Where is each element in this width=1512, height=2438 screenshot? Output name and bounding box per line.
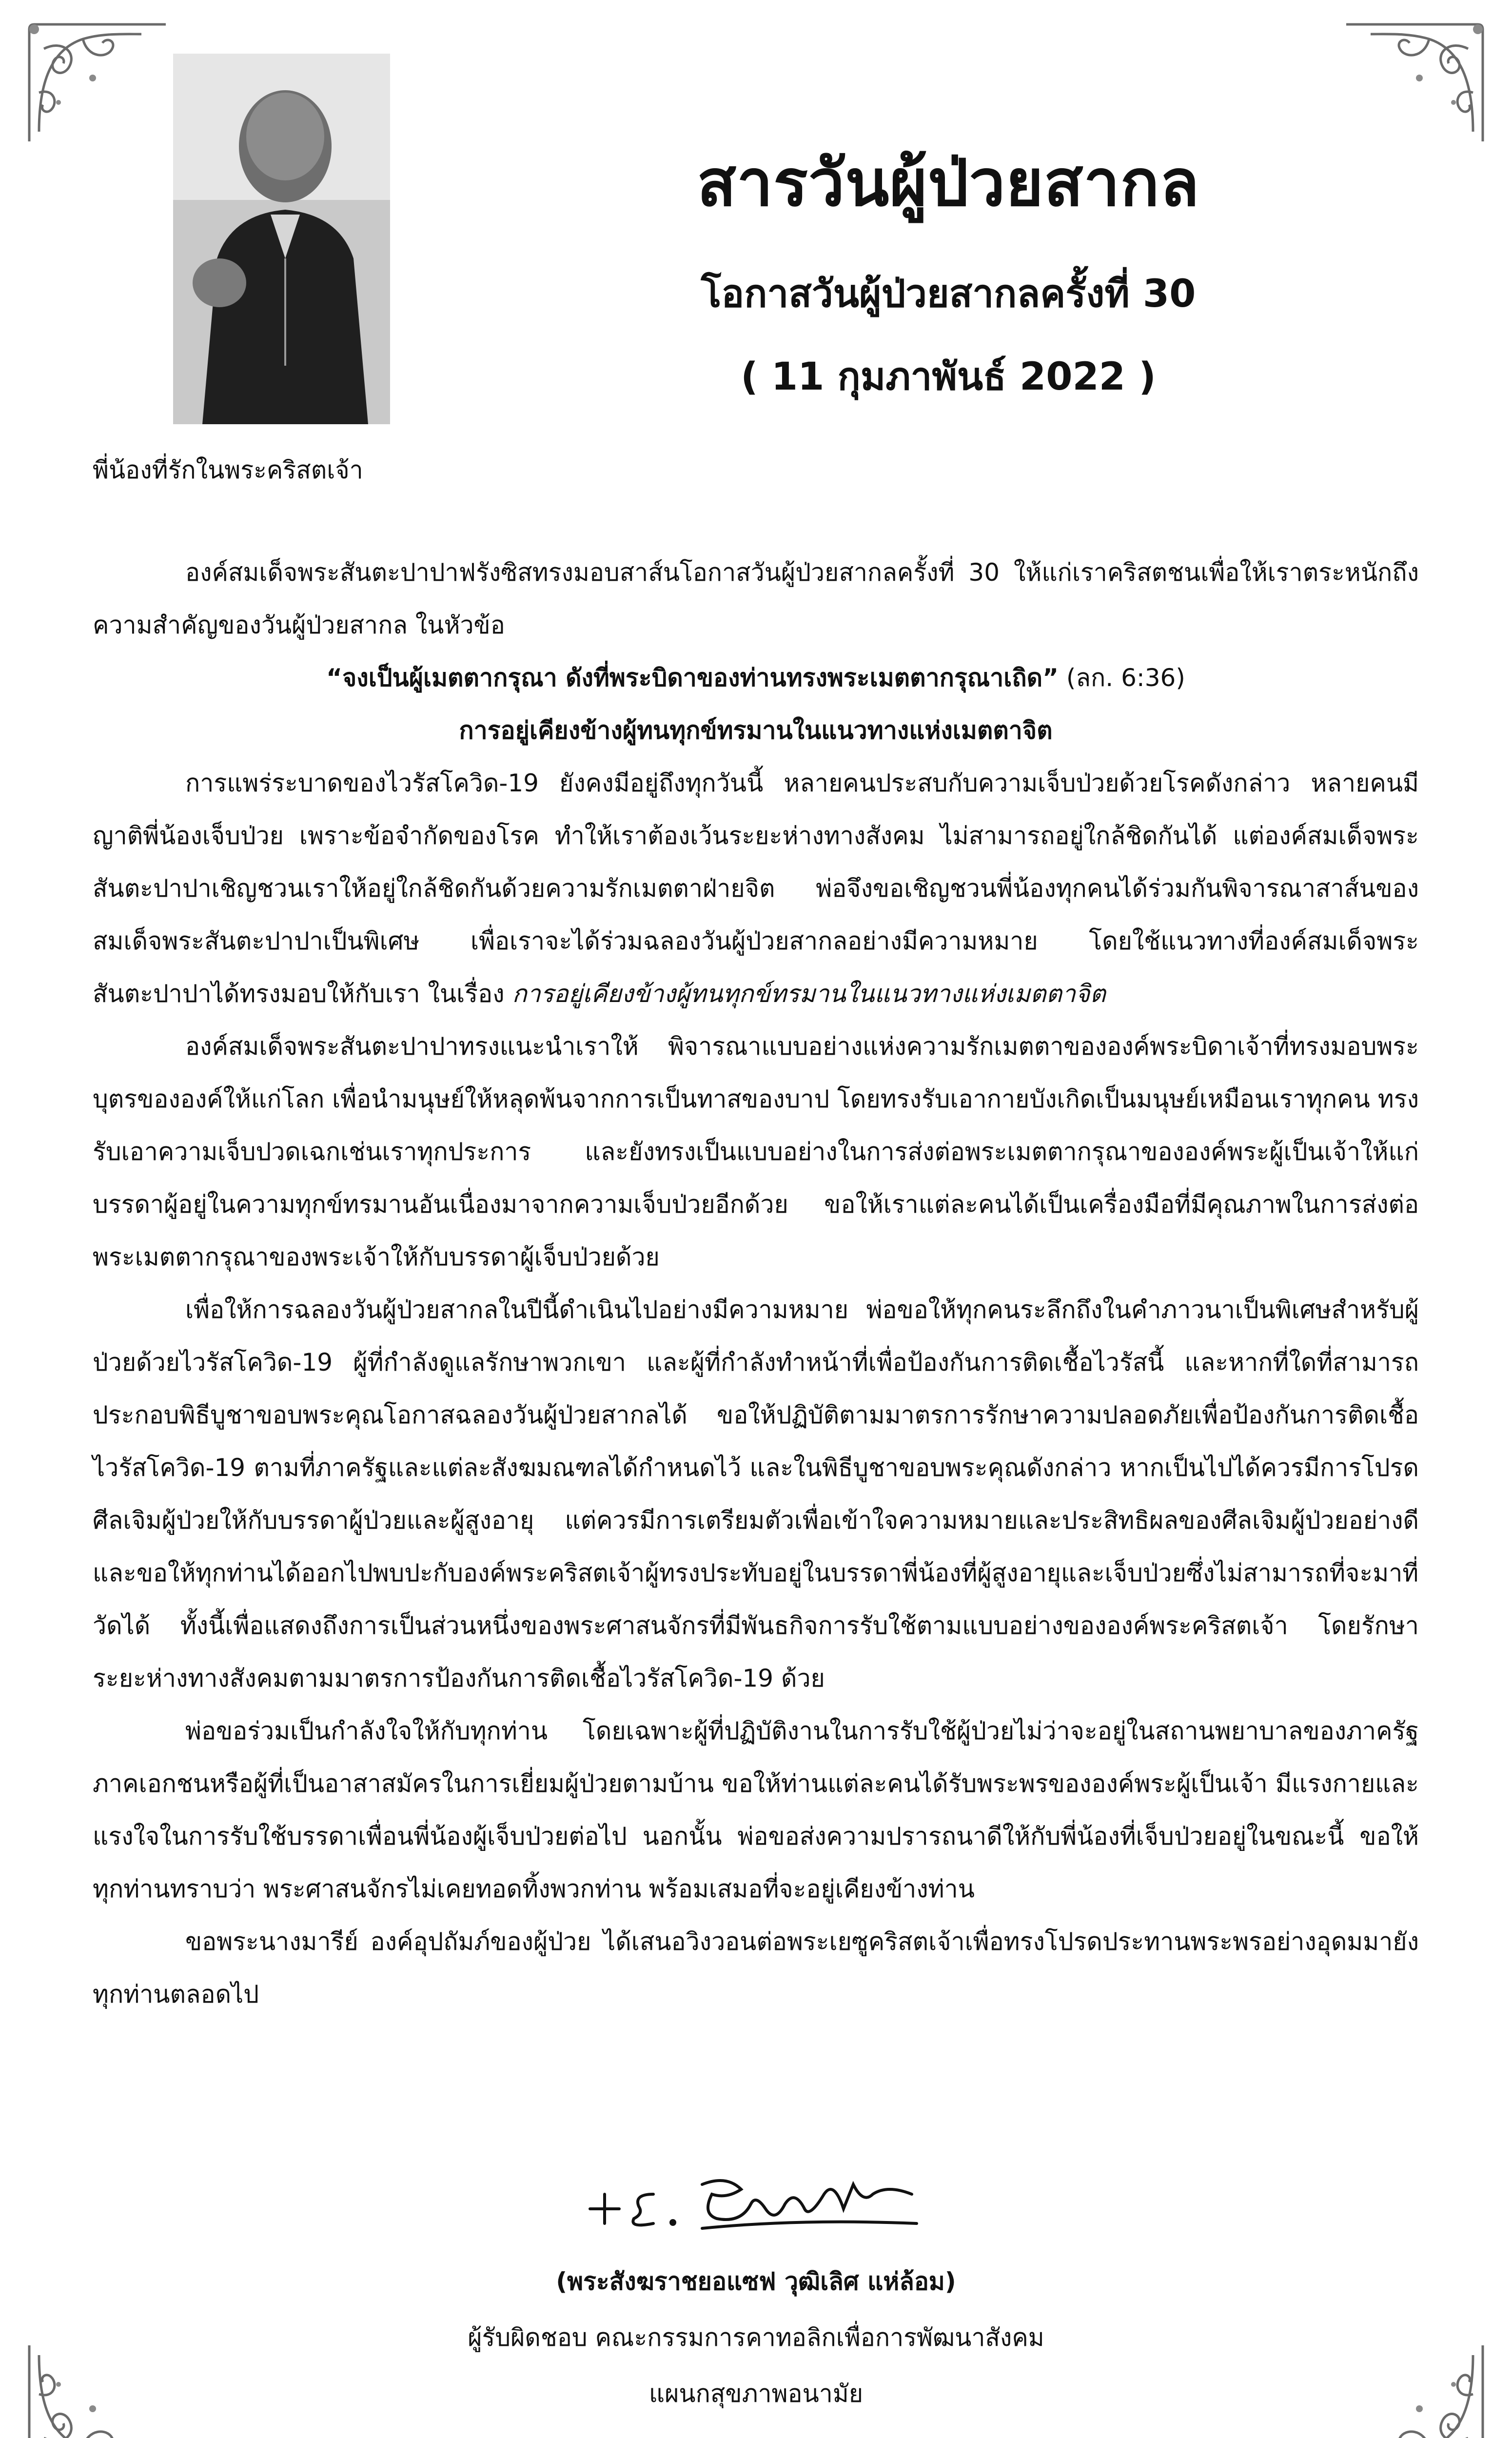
theme-quote: “จงเป็นผู้เมตตากรุณา ดังที่พระบิดาของท่านทรงพระเมตตากรุณาเถิด” xyxy=(326,664,1059,692)
theme-line xyxy=(93,651,1419,704)
theme-reference: (ลก. 6:36) xyxy=(1058,664,1185,692)
letter-body xyxy=(93,546,1419,2021)
paragraph-5: พ่อขอร่วมเป็นกำลังใจให้กับทุกท่าน โดยเฉพาะผู้ที่ปฏิบัติงานในการรับใช้ผู้ป่วยไม่ว่าจะอยู่ในสถานพยาบาลของภาครัฐภาคเอกชนหรือผู้ที่เป็นอาสาสมัครในการเยี่ยมผู้ป่วยตามบ้าน ขอให้ท่านแต่ละคนได้รับพระพรขององค์พระผู้เป็นเจ้า มีแรงกายและแรงใจในการรับใช้บรรดาเพื่อนพี่น้องผู้เจ็บป่วยต่อไป นอกนั้น พ่อขอส่งความปรารถนาดีให้กับพี่น้องที่เจ็บป่วยอยู่ในขณะนี้ ขอให้ทุกท่านทราบว่า พระศาสนจักรไม่เคยทอดทิ้งพวกท่าน พร้อมเสมอที่จะอยู่เคียงข้างท่าน xyxy=(93,1717,1419,1903)
theme-subheading: การอยู่เคียงข้างผู้ทนทุกข์ทรมานในแนวทางแห่งเมตตาจิต xyxy=(459,716,1053,745)
paragraph-2 xyxy=(93,757,1419,1020)
salutation: พี่น้องที่รักในพระคริสตเจ้า xyxy=(93,456,363,484)
signatory-role: ผู้รับผิดชอบ คณะกรรมการคาทอลิกเพื่อการพัฒนาสังคม xyxy=(468,2323,1044,2352)
paragraph-1: องค์สมเด็จพระสันตะปาปาฟรังซิสทรงมอบสาส์นโอกาสวันผู้ป่วยสากลครั้งที่ 30 ให้แก่เราคริสตชนเพื่อให้เราตระหนักถึงความสำคัญของวันผู้ป่วยสากล ในหัวข้อ xyxy=(93,558,1419,639)
paragraph-2-text: การแพร่ระบาดของไวรัสโควิด-19 ยังคงมีอยู่ถึงทุกวันนี้ หลายคนประสบกับความเจ็บป่วยด้วยโรคดังกล่าว หลายคนมีญาติพี่น้องเจ็บป่วย เพราะข้อจำกัดของโรค ทำให้เราต้องเว้นระยะห่างทางสังคม ไม่สามารถอยู่ใกล้ชิดกันได้ แต่องค์สมเด็จพระสันตะปาปาเชิญชวนเราให้อยู่ใกล้ชิดกันด้วยความรักเมตตาฝ่ายจิต พ่อจึงขอเชิญชวนพี่น้องทุกคนได้ร่วมกันพิจารณาสาส์นของสมเด็จพระสันตะปาปาเป็นพิเศษ เพื่อเราจะได้ร่วมฉลองวันผู้ป่วยสากลอย่างมีความหมาย โดยใช้แนวทางที่องค์สมเด็จพระสันตะปาปาได้ทรงมอบให้กับเรา ในเรื่อง xyxy=(93,769,1419,1008)
paragraph-2-emphasis: การอยู่เคียงข้างผู้ทนทุกข์ทรมานในแนวทางแห่งเมตตาจิต xyxy=(512,980,1106,1008)
page-subtitle: โอกาสวันผู้ป่วยสากลครั้งที่ 30 xyxy=(701,272,1196,316)
paragraph-4: เพื่อให้การฉลองวันผู้ป่วยสากลในปีนี้ดำเนินไปอย่างมีความหมาย พ่อขอให้ทุกคนระลึกถึงในคำภาวนาเป็นพิเศษสำหรับผู้ป่วยด้วยไวรัสโควิด-19 ผู้ที่กำลังดูแลรักษาพวกเขา และผู้ที่กำลังทำหน้าที่เพื่อป้องกันการติดเชื้อไวรัสนี้ และหากที่ใดที่สามารถประกอบพิธีบูชาขอบพระคุณโอกาสฉลองวันผู้ป่วยสากลได้ ขอให้ปฏิบัติตามมาตรการรักษาความปลอดภัยเพื่อป้องกันการติดเชื้อไวรัสโควิด-19 ตามที่ภาครัฐและแต่ละสังฆมณฑลได้กำหนดไว้ และในพิธีบูชาขอบพระคุณดังกล่าว หากเป็นไปได้ควรมีการโปรดศีลเจิมผู้ป่วยให้กับบรรดาผู้ป่วยและผู้สูงอายุ แต่ควรมีการเตรียมตัวเพื่อเข้าใจความหมายและประสิทธิผลของศีลเจิมผู้ป่วยอย่างดี และขอให้ทุกท่านได้ออกไปพบปะกับองค์พระคริสตเจ้าผู้ทรงประทับอยู่ในบรรดาพี่น้องที่ผู้สูงอายุและเจ็บป่วยซึ่งไม่สามารถที่จะมาที่วัดได้ ทั้งนี้เพื่อแสดงถึงการเป็นส่วนหนึ่งของพระศาสนจักรที่มีพันธกิจการรับใช้ตามแบบอย่างขององค์พระคริสตเจ้า โดยรักษาระยะห่างทางสังคมตามมาตรการป้องกันการติดเชื้อไวรัสโควิด-19 ด้วย xyxy=(93,1296,1419,1692)
bishop-portrait-photo xyxy=(173,54,390,424)
paragraph-6: ขอพระนางมารีย์ องค์อุปถัมภ์ของผู้ป่วย ได้เสนอวิงวอนต่อพระเยซูคริสตเจ้าเพื่อทรงโปรดประทานพระพรอย่างอุดมมายังทุกท่านตลอดไป xyxy=(93,1927,1419,2008)
date-line: ( 11 กุมภาพันธ์ 2022 ) xyxy=(741,355,1156,399)
page-title: สารวันผู้ป่วยสากล xyxy=(697,146,1200,221)
corner-ornament-top-left xyxy=(24,20,171,146)
paragraph-3: องค์สมเด็จพระสันตะปาปาทรงแนะนำเราให้ พิจารณาแบบอย่างแห่งความรักเมตตาขององค์พระบิดาเจ้าที่ทรงมอบพระบุตรขององค์ให้แก่โลก เพื่อนำมนุษย์ให้หลุดพ้นจากการเป็นทาสของบาป โดยทรงรับเอากายบังเกิดเป็นมนุษย์เหมือนเราทุกคน ทรงรับเอาความเจ็บปวดเฉกเช่นเราทุกประการ และยังทรงเป็นแบบอย่างในการส่งต่อพระเมตตากรุณาขององค์พระผู้เป็นเจ้าให้แก่บรรดาผู้อยู่ในความทุกข์ทรมานอันเนื่องมาจากความเจ็บป่วยอีกด้วย ขอให้เราแต่ละคนได้เป็นเครื่องมือที่มีคุณภาพในการส่งต่อพระเมตตากรุณาของพระเจ้าให้กับบรรดาผู้เจ็บป่วยด้วย xyxy=(93,1032,1419,1271)
signatory-name: (พระสังฆราชยอแซฟ วุฒิเลิศ แห่ล้อม) xyxy=(556,2267,956,2296)
corner-ornament-top-right xyxy=(1341,20,1488,146)
signatory-department: แผนกสุขภาพอนามัย xyxy=(648,2379,864,2408)
handwritten-signature xyxy=(580,2165,931,2238)
